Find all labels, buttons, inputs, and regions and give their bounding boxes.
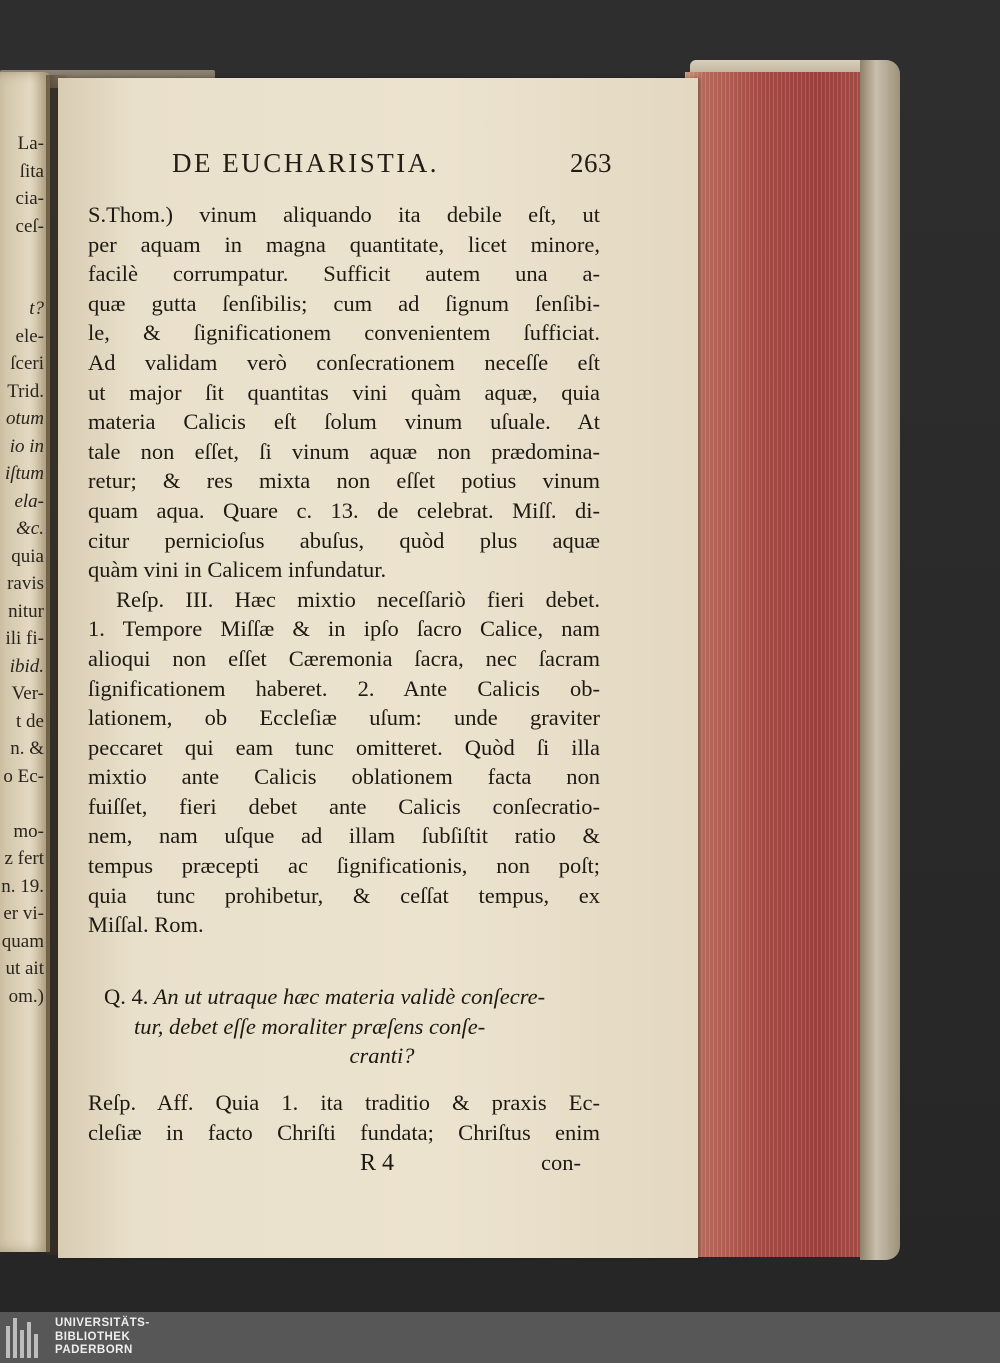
text-line: S.Thom.) vinum aliquando ita debile eſt, ut: [88, 202, 600, 227]
previous-page-fragment: ele-: [15, 325, 44, 347]
previous-page-fragment: iſtum: [4, 463, 44, 484]
running-head-title: DE EUCHARISTIA.: [172, 148, 439, 178]
text-line: 1. Tempore Miſſæ & in ipſo ſacro Calice, nam: [88, 616, 600, 642]
previous-page-fragment: ela-: [14, 490, 44, 512]
previous-page-fragment: quia: [11, 545, 44, 567]
previous-page-fragment: ceſ-: [15, 215, 44, 237]
response-line: Reſp. Aff. Quia 1. ita traditio & praxis Ec-: [88, 1090, 600, 1115]
previous-page-fragment: ili fi-: [5, 628, 44, 649]
red-page-edges: [685, 72, 875, 1257]
question-label: Q. 4.: [104, 984, 149, 1009]
text-line: quia tunc prohibetur, & ceſſat tempus, ex: [88, 882, 600, 908]
text-line: quæ gutta ſenſibilis; cum ad ſignum ſenſibi-: [88, 290, 600, 316]
text-line: Reſp. III. Hæc mixtio neceſſariò fieri debet.: [116, 586, 600, 612]
text-line: facilè corrumpatur. Sufficit autem una a-: [88, 261, 600, 287]
previous-page-fragment: om.): [8, 985, 44, 1007]
text-line: alioqui non eſſet Cæremonia ſacra, nec ſacram: [88, 645, 600, 671]
text-line: quam aqua. Quare c. 13. de celebrat. Miſſ. di-: [88, 497, 600, 523]
text-line: Miſſal. Rom.: [88, 912, 204, 938]
book-cover-edge: [860, 60, 900, 1260]
library-name: [55, 1317, 150, 1358]
catchword: con-: [541, 1150, 581, 1175]
previous-page-fragment: t?: [29, 298, 44, 319]
running-head: [172, 148, 612, 179]
previous-page-fragment: o Ec-: [3, 765, 44, 787]
previous-page-fragment: ſceri: [10, 353, 44, 374]
previous-page-fragment: &c.: [16, 518, 44, 539]
previous-page-fragment: n. 19.: [1, 875, 44, 897]
question-heading: [104, 982, 600, 1071]
previous-page-fragment: t de: [16, 710, 44, 732]
text-line: materia Calicis eſt ſolum vinum uſuale. At: [88, 409, 600, 435]
previous-page-fragment: [0, 240, 44, 268]
previous-page-fragment: quam: [1, 930, 44, 952]
previous-page-fragment: [0, 268, 44, 296]
previous-page-fragment: ſita: [19, 160, 44, 182]
response-line: cleſiæ in facto Chriſti fundata; Chriſtus enim: [88, 1119, 600, 1145]
previous-page-fragment: Ver-: [11, 683, 44, 704]
library-footer: [0, 1312, 1000, 1363]
text-line: per aquam in magna quantitate, licet minore,: [88, 231, 600, 257]
previous-page-text-fragments: [0, 130, 48, 1010]
text-line: mixtio ante Calicis oblationem facta non: [88, 764, 600, 790]
previous-page-fragment: ravis: [7, 573, 44, 594]
page-number: 263: [570, 148, 612, 178]
previous-page-fragment: cia-: [15, 188, 44, 209]
text-line: tale non eſſet, ſi vinum aquæ non prædomina-: [88, 438, 600, 464]
text-line: peccaret qui eam tunc omitteret. Quòd ſi illa: [88, 734, 600, 760]
previous-page-fragment: ibid.: [9, 655, 44, 677]
previous-page-fragment: n. &: [10, 738, 44, 759]
text-line: ſignificationem haberet. 2. Ante Calicis ob-: [88, 675, 600, 701]
previous-page-fragment: io in: [9, 435, 44, 457]
previous-page-fragment: nitur: [8, 600, 44, 622]
text-line: ut major ſit quantitas vini quàm aquæ, quia: [88, 379, 600, 405]
text-line: quàm vini in Calicem infundatur.: [88, 557, 387, 583]
text-line: fuiſſet, fieri debet ante Calicis conſecratio-: [88, 793, 600, 819]
response-text: [88, 1088, 600, 1147]
previous-page-fragment: La-: [17, 133, 44, 154]
text-line: lationem, ob Eccleſiæ uſum: unde graviter: [88, 705, 600, 731]
text-line: citur pernicioſus abuſus, quòd plus aquæ: [88, 527, 600, 553]
previous-page-fragment: mo-: [13, 820, 44, 842]
previous-page-fragment: er vi-: [3, 903, 44, 924]
text-line: retur; & res mixta non eſſet potius vinum: [88, 468, 600, 494]
question-line-3: cranti?: [349, 1043, 415, 1069]
previous-page-fragment: ut ait: [5, 958, 44, 979]
signature-mark: R 4: [360, 1150, 395, 1176]
question-line-2: tur, debet eſſe moraliter præſens conſe-: [134, 1013, 486, 1039]
text-line: tempus præcepti ac ſignificationis, non poſt;: [88, 853, 600, 879]
text-line: Ad validam verò conſecrationem neceſſe eſt: [88, 349, 600, 375]
text-line: nem, nam uſque ad illam ſubſiſtit ratio &: [88, 823, 600, 849]
previous-page-fragment: otum: [6, 408, 44, 429]
body-text: [88, 200, 600, 940]
library-name-line-2: BIBLIOTHEK: [55, 1330, 131, 1343]
library-name-line-1: UNIVERSITÄTS-: [55, 1317, 150, 1329]
previous-page-fragment: Trid.: [7, 380, 44, 402]
previous-page-fragment: [0, 790, 44, 818]
question-line-1: An ut utraque hæc materia validè conſecre-: [153, 984, 546, 1009]
previous-page-fragment: z fert: [4, 848, 44, 869]
library-logo-icon: [6, 1318, 46, 1358]
library-name-line-3: PADERBORN: [55, 1344, 133, 1356]
text-line: le, & ſignificationem convenientem ſufficiat.: [88, 320, 600, 346]
